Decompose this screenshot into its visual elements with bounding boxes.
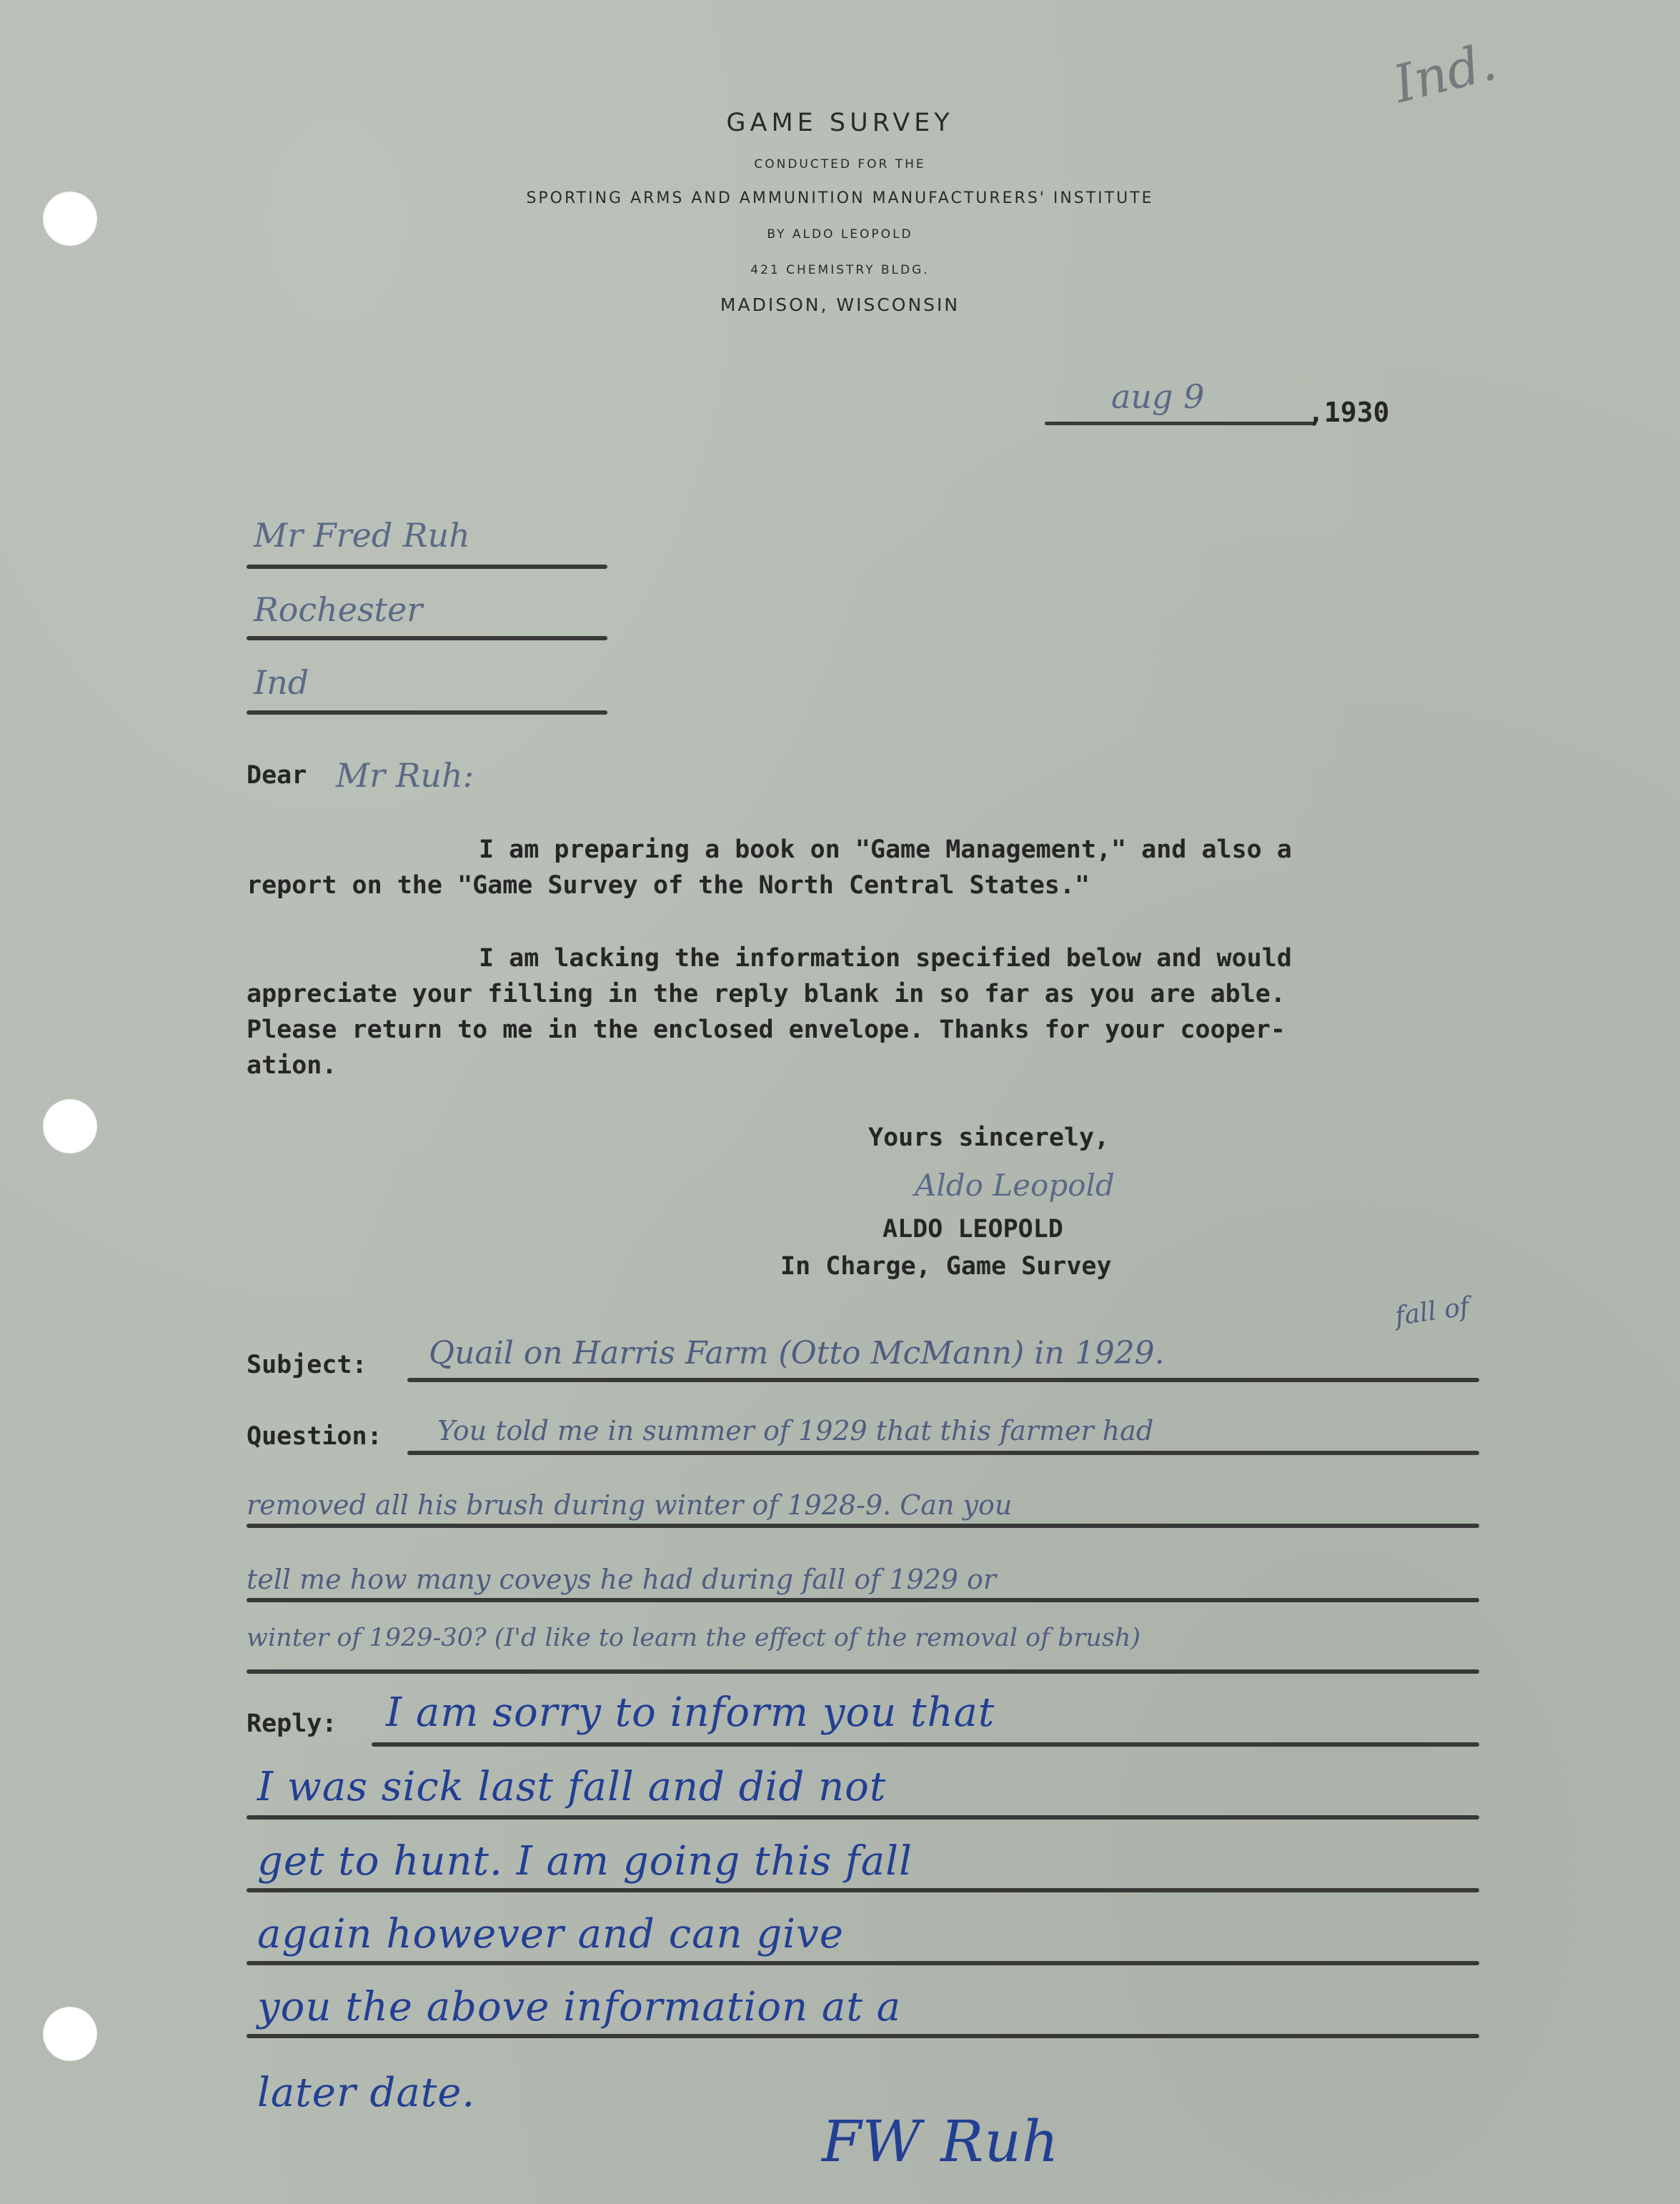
- reply-line-2: I was sick last fall and did not: [257, 1764, 887, 1810]
- reply-line-4: again however and can give: [257, 1911, 844, 1957]
- reply-rule-3: [247, 1888, 1479, 1892]
- reply-line-5: you the above information at a: [257, 1984, 902, 2030]
- reply-label: Reply:: [247, 1709, 337, 1738]
- address-rule-3: [247, 710, 607, 715]
- body-p1-line-2: report on the "Game Survey of the North Central States.": [247, 871, 1090, 900]
- question-label: Question:: [247, 1422, 382, 1451]
- question-rule-3: [247, 1598, 1479, 1602]
- letterhead-institute: SPORTING ARMS AND AMMUNITION MANUFACTURERS' INSTITUTE: [526, 189, 1154, 207]
- date-year: ,1930: [1308, 397, 1390, 428]
- body-p2-line-3: Please return to me in the enclosed envelope. Thanks for your cooper-: [247, 1016, 1286, 1044]
- body-p2-line-4: ation.: [247, 1051, 337, 1080]
- reply-line-3: get to hunt. I am going this fall: [257, 1838, 913, 1885]
- reply-rule-5: [247, 2034, 1479, 2038]
- closing-sign-off: Yours sincerely,: [868, 1123, 1110, 1152]
- date-handwritten: aug 9: [1111, 377, 1205, 416]
- letterhead-address: 421 CHEMISTRY BLDG.: [750, 263, 930, 277]
- address-city: Rochester: [254, 590, 423, 629]
- closing-name: ALDO LEOPOLD: [883, 1215, 1063, 1244]
- subject-label: Subject:: [247, 1351, 367, 1379]
- punch-hole-middle: [43, 1099, 97, 1153]
- subject-text: Quail on Harris Farm (Otto McMann) in 1929.: [429, 1335, 1165, 1371]
- letterhead-title: GAME SURVEY: [726, 109, 954, 137]
- question-line-4: winter of 1929-30? (I'd like to learn the effect of the removal of brush): [247, 1624, 1141, 1652]
- question-line-2: removed all his brush during winter of 1928-9. Can you: [247, 1489, 1013, 1521]
- reply-rule-1: [372, 1742, 1479, 1747]
- question-line-1: You told me in summer of 1929 that this farmer had: [437, 1415, 1154, 1446]
- body-paragraph-1: [247, 832, 1292, 903]
- letterhead-by: BY ALDO LEOPOLD: [767, 227, 913, 242]
- reply-rule-4: [247, 1961, 1479, 1965]
- reply-line-1: I am sorry to inform you that: [386, 1689, 995, 1736]
- address-name: Mr Fred Ruh: [254, 516, 470, 555]
- subject-above: fall of: [1393, 1291, 1471, 1332]
- address-state: Ind: [254, 663, 309, 702]
- body-p2-line-2: appreciate your filling in the reply blank in so far as you are able.: [247, 980, 1286, 1008]
- question-rule-2: [247, 1524, 1479, 1528]
- date-rule: [1045, 422, 1315, 425]
- question-rule-4: [247, 1669, 1479, 1674]
- body-p1-line-1: I am preparing a book on "Game Management," and also a: [479, 835, 1292, 864]
- address-rule-1: [247, 565, 607, 569]
- question-line-3: tell me how many coveys he had during fall of 1929 or: [247, 1564, 997, 1595]
- closing-title: In Charge, Game Survey: [780, 1252, 1112, 1281]
- body-p2-line-1: I am lacking the information specified below and would: [479, 944, 1292, 973]
- salutation-dear: Dear: [247, 761, 307, 790]
- letterhead-city: MADISON, WISCONSIN: [720, 294, 960, 315]
- subject-rule: [407, 1378, 1479, 1382]
- letterhead-conducted: CONDUCTED FOR THE: [754, 157, 926, 172]
- corner-note: Ind.: [1387, 31, 1502, 115]
- body-paragraph-2: [247, 940, 1292, 1083]
- reply-signature: FW Ruh: [822, 2108, 1060, 2175]
- address-rule-2: [247, 636, 607, 640]
- punch-hole-bottom: [43, 2007, 97, 2061]
- reply-line-6: later date.: [257, 2070, 476, 2116]
- salutation-name: Mr Ruh:: [336, 756, 474, 795]
- closing-signature: Aldo Leopold: [915, 1168, 1115, 1203]
- question-rule-1: [407, 1451, 1479, 1455]
- reply-rule-2: [247, 1815, 1479, 1820]
